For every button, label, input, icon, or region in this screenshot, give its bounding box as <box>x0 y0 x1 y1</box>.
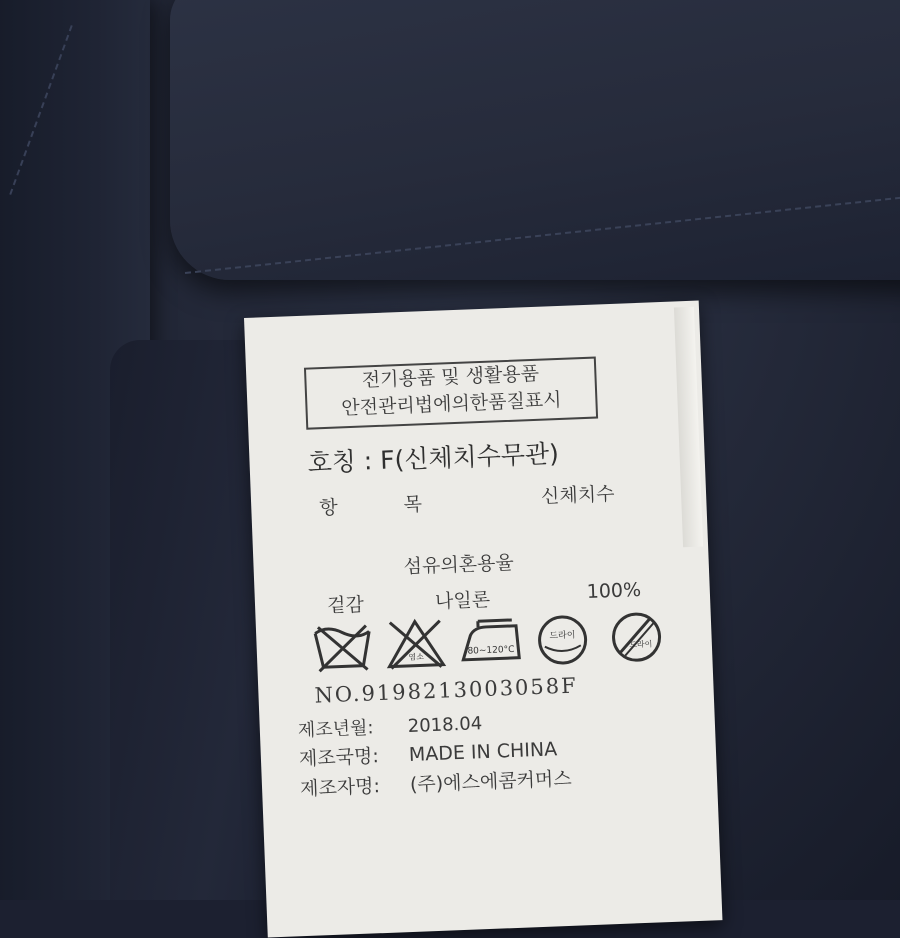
country-label: 제조국명: <box>298 740 409 771</box>
product-number: NO.9198213003058F <box>314 673 578 707</box>
title-line-2: 안전관리법에의한품질표시 <box>307 386 596 424</box>
maker-label: 제조자명: <box>300 770 411 801</box>
title-line-1: 전기용품 및 생활용품 <box>306 359 595 397</box>
composition-material: 나일론 <box>434 585 490 614</box>
country-value: MADE IN CHINA <box>408 738 557 766</box>
bleach-label: 염소 <box>408 651 424 662</box>
item-label: 항 목 <box>319 488 453 520</box>
label-fold-edge <box>674 307 703 548</box>
no-bleach-icon <box>384 616 448 672</box>
composition-part: 겉감 <box>327 590 365 618</box>
composition-percent: 100% <box>586 579 641 603</box>
care-label <box>244 301 722 938</box>
manufacture-date: 2018.04 <box>407 713 482 737</box>
size-value: F(신체치수무관) <box>380 439 560 475</box>
size-line <box>307 434 560 480</box>
manufacture-date-label: 제조년월: <box>297 712 408 742</box>
composition-heading: 섬유의혼용율 <box>403 548 514 579</box>
no-tumble-dry-icon <box>606 610 668 664</box>
no-dry-label: 드라이 <box>629 639 653 650</box>
size-prefix: 호칭 : <box>307 446 381 478</box>
dry-clean-icon <box>532 613 594 667</box>
maker-value: (주)에스에콤커머스 <box>410 768 572 796</box>
care-symbols <box>312 606 674 680</box>
dry-clean-label: 드라이 <box>549 629 576 642</box>
iron-icon <box>456 618 524 668</box>
item-value: 신체치수 <box>541 479 615 509</box>
no-wash-icon <box>312 619 374 675</box>
iron-temp-label: 80~120°C <box>467 645 514 657</box>
safety-title-box <box>304 357 598 430</box>
fabric-top-fold <box>170 0 900 280</box>
